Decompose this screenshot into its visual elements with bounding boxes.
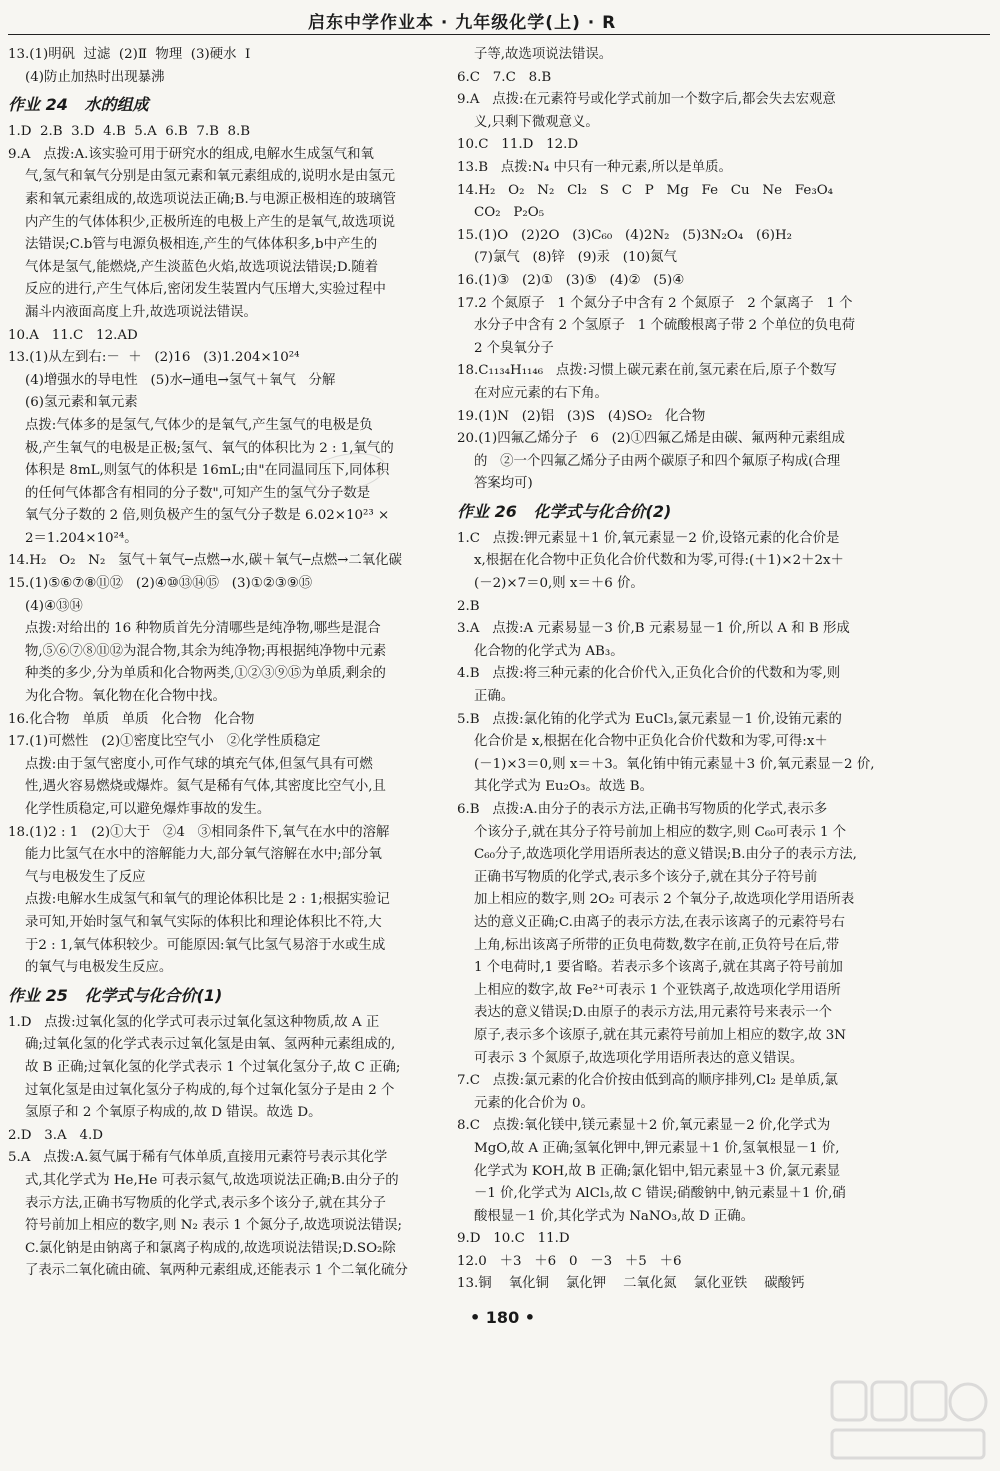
text-line: 4.B 点拨:将三种元素的化合价代入,正负化合价的代数和为零,则	[457, 666, 841, 682]
text-line: 9.A 点拨:在元素符号或化学式前加一个数字后,都会失去宏观意	[457, 92, 836, 108]
text-line: 15.(1)⑤⑥⑦⑧⑪⑫ (2)④⑩⑬⑭⑮ (3)①②③⑨⑮	[8, 576, 313, 592]
text-line: 点拨:由于氢气密度小,可作气球的填充气体,但氢气具有可燃	[25, 756, 373, 772]
text-line: 6.B 点拨:A.由分子的表示方法,正确书写物质的化学式,表示多	[457, 802, 828, 817]
text-line: C₆₀分子,故选项化学用语所表达的意义错误;B.由分子的表示方法,	[474, 847, 857, 863]
text-line: 子等,故选项说法错误。	[474, 47, 613, 62]
text-line: 氧气分子数的 2 倍,则负极产生的氢气分子数是 6.02×10²³ ×	[25, 508, 390, 524]
text-line: 素和氧元素组成的,故选项说法正确;B.与电源正极相连的玻璃管	[25, 191, 397, 207]
text-line: 录可知,开始时氢气和氧气实际的体积比和理论体积比不符,大	[25, 914, 382, 930]
text-line: 17.(1)可燃性 (2)①密度比空气小 ②化学性质稳定	[8, 734, 321, 750]
section-heading: 作业 24 水的组成	[8, 95, 149, 115]
text-line: 10.C 11.D 12.D	[457, 137, 579, 153]
text-line: 20.(1)四氟乙烯分子 6 (2)①四氟乙烯是由碳、氟两种元素组成	[457, 431, 845, 447]
text-line: 13.铜 氧化铜 氯化钾 二氧化氮 氯化亚铁 碳酸钙	[457, 1276, 805, 1292]
text-line: 化学式为 KOH,故 B 正确;氯化铝中,铝元素显＋3 价,氯元素显	[474, 1163, 841, 1179]
text-line: 上相应的数字,故 Fe²⁺可表示 1 个亚铁离子,故选项化学用语所	[474, 982, 841, 998]
text-line: 正确。	[474, 689, 515, 705]
text-line: 为化合物。氧化物在化合物中找。	[25, 689, 226, 705]
text-line: 7.C 点拨:氯元素的化合价按由低到高的顺序排列,Cl₂ 是单质,氯	[457, 1073, 838, 1089]
text-line: 加上相应的数字,则 2O₂ 可表示 2 个氧分子,故选项化学用语所表	[474, 892, 855, 908]
text-line: (4)增强水的导电性 (5)水─通电→氢气＋氧气 分解	[25, 372, 336, 388]
text-line: 表示方法,正确书写物质的化学式,表示多个该分子,就在其分子	[25, 1195, 386, 1211]
text-line: 13.(1)从左到右:－ ＋ (2)16 (3)1.204×10²⁴	[8, 350, 300, 366]
text-line: 点拨:气体多的是氢气,气体少的是氧气,产生氢气的电极是负	[25, 417, 373, 433]
text-line: (－1)×3＝0,则 x＝＋3。氧化铕中铕元素显＋3 价,氧元素显－2 价,	[474, 756, 875, 772]
text-line: (6)氢元素和氧元素	[25, 395, 138, 411]
text-line: 极,产生氧气的电极是正极;氢气、氧气的体积比为 2 : 1,氧气的	[25, 440, 394, 456]
text-line: 水分子中含有 2 个氢原子 1 个硫酸根离子带 2 个单位的负电荷	[474, 318, 855, 334]
text-line: 化学性质稳定,可以避免爆炸事故的发生。	[25, 802, 271, 817]
text-line: 1 个电荷时,1 要省略。若表示多个该离子,就在其离子符号前加	[474, 960, 843, 976]
text-line: 9.A 点拨:A.该实验可用于研究水的组成,电解水生成氢气和氧	[8, 146, 374, 162]
text-line: 13.(1)明矾 过滤 (2)Ⅱ 物理 (3)硬水 Ⅰ	[8, 47, 251, 62]
text-line: 3.A 点拨:A 元素易显－3 价,B 元素易显－1 价,所以 A 和 B 形成	[457, 621, 850, 637]
text-line: (7)氯气 (8)锌 (9)汞 (10)氮气	[474, 250, 678, 266]
text-line: 2.D 3.A 4.D	[8, 1127, 104, 1143]
text-line: 反应的进行,产生气体后,密闭发生装置内气压增大,实验过程中	[25, 282, 386, 298]
text-line: (－2)×7＝0,则 x＝＋6 价。	[474, 576, 644, 592]
text-line: 6.C 7.C 8.B	[457, 69, 552, 85]
text-line: CO₂ P₂O₅	[474, 205, 545, 221]
text-line: 2 个臭氧分子	[474, 340, 554, 356]
text-line: 14.H₂ O₂ N₂ 氢气＋氧气─点燃→水,碳＋氧气─点燃→二氧化碳	[8, 553, 402, 569]
text-line: 15.(1)O (2)2O (3)C₆₀ (4)2N₂ (5)3N₂O₄ (6)H₂	[457, 227, 793, 243]
page-header	[0, 0, 1000, 40]
text-line: 18.C₁₁₃₄H₁₁₄₆ 点拨:习惯上碳元素在前,氢元素在后,原子个数写	[457, 363, 837, 379]
text-line: 13.B 点拨:N₄ 中只有一种元素,所以是单质。	[457, 159, 732, 175]
text-line: 点拨:对给出的 16 种物质首先分清哪些是纯净物,哪些是混合	[25, 621, 381, 637]
text-line: 在对应元素的右下角。	[474, 385, 608, 401]
text-line: 元素的化合价为 0。	[474, 1095, 594, 1111]
text-line: 1.C 点拨:钾元素显＋1 价,氧元素显－2 价,设铬元素的化合价是	[457, 530, 840, 546]
text-line: 了表示二氧化硫由硫、氧两种元素组成,还能表示 1 个二氧化硫分	[25, 1263, 408, 1279]
text-line: 漏斗内液面高度上升,故选项说法错误。	[25, 304, 257, 320]
text-line: 可表示 3 个氮原子,故选项化学用语所表达的意义错误。	[474, 1050, 804, 1066]
text-line: 法错误;C.b管与电源负极相连,产生的气体体积多,b中产生的	[25, 237, 378, 253]
text-line: 表达的意义错误;D.由原子的表示方法,用元素符号来表示一个	[474, 1005, 833, 1021]
text-line: 16.化合物 单质 单质 化合物 化合物	[8, 711, 255, 727]
text-line: 确;过氧化氢的化学式表示过氧化氢是由氧、氢两种元素组成的,	[25, 1037, 396, 1053]
text-line: 18.(1)2 : 1 (2)①大于 ②4 ③相同条件下,氧气在水中的溶解	[8, 824, 390, 840]
text-line: 10.A 11.C 12.AD	[8, 327, 138, 343]
text-line: 16.(1)③ (2)① (3)⑤ (4)② (5)④	[457, 272, 685, 288]
text-line: 化合价是 x,根据在化合物中正负化合价代数和为零,可得:x＋	[474, 734, 828, 750]
text-line: 17.2 个氮原子 1 个氮分子中含有 2 个氮原子 2 个氯离子 1 个	[457, 295, 853, 311]
text-line: 2＝1.204×10²⁴。	[25, 530, 138, 546]
section-heading: 作业 25 化学式与化合价(1)	[8, 985, 223, 1005]
text-line: 内产生的气体体积少,正极所连的电极上产生的是氧气,故选项说	[25, 214, 396, 230]
text-line: 达的意义正确;C.由离子的表示方法,在表示该离子的元素符号右	[474, 914, 845, 930]
text-line: 个该分子,就在其分子符号前加上相应的数字,则 C₆₀可表示 1 个	[474, 824, 847, 840]
text-line: 性,遇火容易燃烧或爆炸。氦气是稀有气体,其密度比空气小,且	[25, 779, 386, 795]
text-line: 气,氢气和氧气分别是由氢元素和氧元素组成的,说明水是由氢元	[25, 169, 396, 185]
left-column	[8, 44, 448, 1283]
text-line: 的 ②一个四氟乙烯分子由两个碳原子和四个氟原子构成(合理	[474, 453, 841, 469]
header-title: 启东中学作业本 · 九年级化学(上) · R	[308, 13, 617, 33]
text-line: 原子,表示多个该原子,就在其元素符号前加上相应的数字,故 3N	[474, 1027, 847, 1043]
text-line: 答案均可)	[474, 476, 533, 492]
text-line: 物,⑤⑥⑦⑧⑪⑫为混合物,其余为纯净物;再根据纯净物中元素	[25, 643, 387, 659]
text-line: 2.B	[457, 598, 480, 614]
text-line: 的任何气体都含有相同的分子数",可知产生的氢气分子数是	[25, 485, 371, 501]
text-line: 19.(1)N (2)铝 (3)S (4)SO₂ 化合物	[457, 408, 706, 424]
text-line: 1.D 点拨:过氧化氢的化学式可表示过氧化氢这种物质,故 A 正	[8, 1014, 380, 1030]
text-line: 义,只剩下微观意义。	[474, 114, 599, 130]
text-line: 上角,标出该离子所带的正负电荷数,数字在前,正负符号在后,带	[474, 937, 840, 953]
text-line: 故 B 正确;过氧化氢的化学式表示 1 个过氧化氢分子,故 C 正确;	[25, 1059, 401, 1075]
text-line: x,根据在化合物中正负化合价代数和为零,可得:(＋1)×2＋2x＋	[474, 553, 844, 569]
text-line: 酸根显－1 价,其化学式为 NaNO₃,故 D 正确。	[474, 1208, 755, 1224]
text-line: 的氧气与电极发生反应。	[25, 960, 173, 976]
section-heading: 作业 26 化学式与化合价(2)	[457, 501, 672, 521]
text-line: (4)④⑬⑭	[25, 598, 83, 614]
text-line: 于2 : 1,氧气体积较少。可能原因:氧气比氢气易溶于水或生成	[25, 937, 386, 953]
header-rule	[8, 34, 990, 35]
text-line: 12.0 ＋3 ＋6 0 －3 ＋5 ＋6	[457, 1253, 682, 1269]
watermark-logo	[826, 1376, 990, 1464]
text-line: 9.D 10.C 11.D	[457, 1231, 570, 1247]
text-line: 化合物的化学式为 AB₃。	[474, 643, 624, 659]
text-line: －1 价,化学式为 AlCl₃,故 C 错误;硝酸钠中,钠元素显＋1 价,硝	[474, 1186, 846, 1202]
text-line: 5.A 点拨:A.氦气属于稀有气体单质,直接用元素符号表示其化学	[8, 1150, 388, 1166]
text-line: MgO,故 A 正确;氢氧化钾中,钾元素显＋1 价,氢氧根显－1 价,	[474, 1140, 840, 1156]
text-line: 5.B 点拨:氯化铕的化学式为 EuCl₃,氯元素显－1 价,设铕元素的	[457, 711, 842, 727]
text-line: 14.H₂ O₂ N₂ Cl₂ S C P Mg Fe Cu Ne Fe₃O₄	[457, 182, 834, 198]
text-line: 气体是氢气,能燃烧,产生淡蓝色火焰,故选项说法错误;D.随着	[25, 259, 379, 275]
text-line: 其化学式为 Eu₂O₃。故选 B。	[474, 779, 653, 795]
text-line: 气与电极发生了反应	[25, 869, 146, 885]
text-line: 点拨:电解水生成氢气和氧气的理论体积比是 2 : 1;根据实验记	[25, 892, 390, 908]
text-line: 体积是 8mL,则氢气的体积是 16mL;由"在同温同压下,同体积	[25, 463, 390, 479]
text-line: 8.C 点拨:氧化镁中,镁元素显＋2 价,氧元素显－2 价,化学式为	[457, 1118, 831, 1134]
right-column	[457, 44, 901, 1296]
text-line: 式,其化学式为 He,He 可表示氦气,故选项说法正确;B.由分子的	[25, 1172, 399, 1188]
text-line: C.氯化钠是由钠离子和氯离子构成的,故选项说法错误;D.SO₂除	[25, 1240, 396, 1256]
text-line: 1.D 2.B 3.D 4.B 5.A 6.B 7.B 8.B	[8, 124, 251, 140]
text-line: (4)防止加热时出现暴沸	[25, 69, 165, 85]
text-line: 符号前加上相应的数字,则 N₂ 表示 1 个氮分子,故选项说法错误;	[25, 1218, 403, 1234]
text-line: 种类的多少,分为单质和化合物两类,①②③⑨⑮为单质,剩余的	[25, 666, 386, 682]
text-line: 正确书写物质的化学式,表示多个该分子,就在其分子符号前	[474, 869, 818, 885]
text-line: 氢原子和 2 个氧原子构成的,故 D 错误。故选 D。	[25, 1105, 322, 1121]
text-line: 能力比氢气在水中的溶解能力大,部分氧气溶解在水中;部分氧	[25, 847, 382, 863]
text-line: 过氧化氢是由过氧化氢分子构成的,每个过氧化氢分子是由 2 个	[25, 1082, 395, 1098]
page-number: • 180 •	[470, 1308, 535, 1327]
